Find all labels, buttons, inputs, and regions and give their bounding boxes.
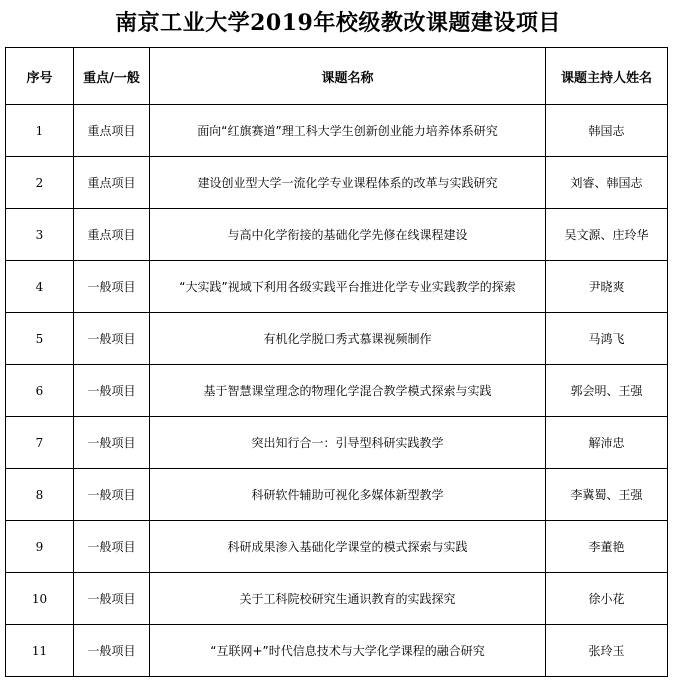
table-row	[6, 157, 668, 209]
row-project-name-cell: 关于工科院校研究生通识教育的实践探究	[150, 573, 546, 625]
table-row	[6, 209, 668, 261]
row-level-cell: 一般项目	[74, 365, 150, 417]
row-number-cell: 4	[6, 261, 74, 313]
header-number: 序号	[6, 48, 74, 105]
table-row	[6, 469, 668, 521]
table-row	[6, 261, 668, 313]
row-level-cell: 一般项目	[74, 521, 150, 573]
row-project-name-cell: 有机化学脱口秀式慕课视频制作	[150, 313, 546, 365]
header-row	[6, 48, 668, 105]
row-project-name-cell: 建设创业型大学一流化学专业课程体系的改革与实践研究	[150, 157, 546, 209]
header-project-name: 课题名称	[150, 48, 546, 105]
row-level-cell: 重点项目	[74, 105, 150, 157]
row-host-cell: 尹晓爽	[546, 261, 668, 313]
row-number-cell: 5	[6, 313, 74, 365]
row-host-cell: 马鸿飞	[546, 313, 668, 365]
row-project-name-cell: “大实践”视域下利用各级实践平台推进化学专业实践教学的探索	[150, 261, 546, 313]
row-host-cell: 张玲玉	[546, 625, 668, 677]
row-host-cell: 郭会明、王强	[546, 365, 668, 417]
row-level-cell: 重点项目	[74, 209, 150, 261]
row-level-cell: 一般项目	[74, 573, 150, 625]
row-number-cell: 7	[6, 417, 74, 469]
row-level-cell: 一般项目	[74, 313, 150, 365]
header-level: 重点/一般	[74, 48, 150, 105]
row-number-cell: 10	[6, 573, 74, 625]
row-level-cell: 一般项目	[74, 417, 150, 469]
table-row	[6, 105, 668, 157]
table-row	[6, 417, 668, 469]
row-level-cell: 一般项目	[74, 261, 150, 313]
row-host-cell: 解沛忠	[546, 417, 668, 469]
row-project-name-cell: 面向“红旗赛道”理工科大学生创新创业能力培养体系研究	[150, 105, 546, 157]
table-header	[6, 48, 668, 105]
row-number-cell: 8	[6, 469, 74, 521]
row-project-name-cell: 基于智慧课堂理念的物理化学混合教学模式探索与实践	[150, 365, 546, 417]
page-title: 南京工业大学2019年校级教改课题建设项目	[115, 10, 561, 36]
table-row	[6, 313, 668, 365]
projects-table	[5, 47, 668, 677]
table-row	[6, 521, 668, 573]
row-host-cell: 吴文源、庄玲华	[546, 209, 668, 261]
row-host-cell: 徐小花	[546, 573, 668, 625]
table-row	[6, 365, 668, 417]
row-project-name-cell: 突出知行合一：引导型科研实践教学	[150, 417, 546, 469]
row-level-cell: 一般项目	[74, 469, 150, 521]
header-host: 课题主持人姓名	[546, 48, 668, 105]
row-project-name-cell: 与高中化学衔接的基础化学先修在线课程建设	[150, 209, 546, 261]
row-project-name-cell: 科研成果渗入基础化学课堂的模式探索与实践	[150, 521, 546, 573]
row-host-cell: 韩国志	[546, 105, 668, 157]
row-host-cell: 李董艳	[546, 521, 668, 573]
row-level-cell: 一般项目	[74, 625, 150, 677]
table-row	[6, 573, 668, 625]
row-number-cell: 9	[6, 521, 74, 573]
row-number-cell: 2	[6, 157, 74, 209]
row-number-cell: 3	[6, 209, 74, 261]
table-body	[6, 105, 668, 677]
row-host-cell: 刘睿、韩国志	[546, 157, 668, 209]
row-number-cell: 6	[6, 365, 74, 417]
row-level-cell: 重点项目	[74, 157, 150, 209]
row-number-cell: 11	[6, 625, 74, 677]
row-project-name-cell: “互联网+”时代信息技术与大学化学课程的融合研究	[150, 625, 546, 677]
row-host-cell: 李冀蜀、王强	[546, 469, 668, 521]
row-number-cell: 1	[6, 105, 74, 157]
table-row	[6, 625, 668, 677]
row-project-name-cell: 科研软件辅助可视化多媒体新型教学	[150, 469, 546, 521]
